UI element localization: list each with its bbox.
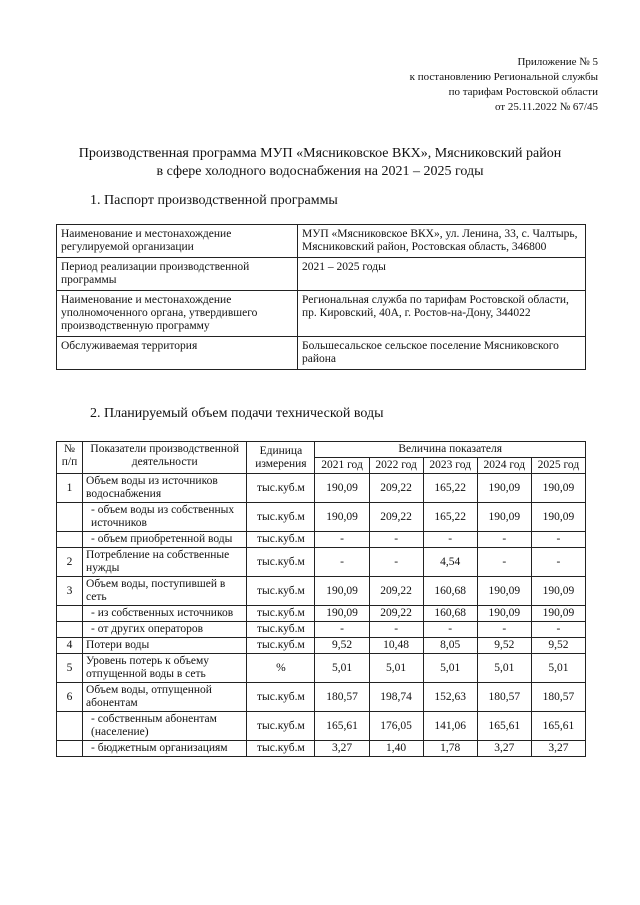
row-number: 5 xyxy=(57,654,83,683)
row-indicator: Объем воды из источников водоснабжения xyxy=(83,474,247,503)
row-value: 209,22 xyxy=(369,503,423,532)
passport-value: 2021 – 2025 годы xyxy=(298,258,586,291)
row-value: - xyxy=(531,532,585,548)
row-value: 141,06 xyxy=(423,712,477,741)
row-value: - xyxy=(477,622,531,638)
row-value: 190,09 xyxy=(315,577,369,606)
table-row xyxy=(57,532,586,548)
row-value: 190,09 xyxy=(531,474,585,503)
row-value: 160,68 xyxy=(423,577,477,606)
passport-label: Период реализации производственной программы xyxy=(57,258,298,291)
row-indicator: Потребление на собственные нужды xyxy=(83,548,247,577)
row-value: 190,09 xyxy=(315,606,369,622)
row-value: 9,52 xyxy=(315,638,369,654)
document-title xyxy=(30,145,610,181)
row-value: 4,54 xyxy=(423,548,477,577)
passport-value: Большесальское сельское поселение Мясниковского района xyxy=(298,337,586,370)
row-number: 2 xyxy=(57,548,83,577)
header-unit: Единица измерения xyxy=(247,442,315,474)
title-line: в сфере холодного водоснабжения на 2021 – 2025 годы xyxy=(156,164,484,179)
row-value: 3,27 xyxy=(477,741,531,757)
row-value: 190,09 xyxy=(315,474,369,503)
annex-block xyxy=(338,55,598,115)
row-value: 3,27 xyxy=(315,741,369,757)
table-row xyxy=(57,577,586,606)
row-unit: тыс.куб.м xyxy=(247,503,315,532)
row-indicator: Объем воды, отпущенной абонентам xyxy=(83,683,247,712)
table-row xyxy=(57,654,586,683)
row-value: 5,01 xyxy=(423,654,477,683)
row-value: - xyxy=(423,622,477,638)
row-value: - xyxy=(315,532,369,548)
row-unit: тыс.куб.м xyxy=(247,741,315,757)
table-row xyxy=(57,548,586,577)
row-value: 3,27 xyxy=(531,741,585,757)
table-row xyxy=(57,683,586,712)
annex-line: к постановлению Региональной службы xyxy=(409,71,598,83)
row-value: 165,61 xyxy=(531,712,585,741)
row-value: 190,09 xyxy=(477,503,531,532)
row-indicator: - объем воды из собственных источников xyxy=(83,503,247,532)
row-number: 1 xyxy=(57,474,83,503)
row-value: 180,57 xyxy=(477,683,531,712)
table-row xyxy=(57,503,586,532)
annex-line: от 25.11.2022 № 67/45 xyxy=(494,101,598,113)
row-value: - xyxy=(315,622,369,638)
row-value: - xyxy=(315,548,369,577)
table-row xyxy=(57,622,586,638)
table-row xyxy=(57,741,586,757)
table-row xyxy=(57,291,586,337)
row-value: 180,57 xyxy=(531,683,585,712)
row-value: 152,63 xyxy=(423,683,477,712)
row-value: - xyxy=(477,532,531,548)
row-indicator: - из собственных источников xyxy=(83,606,247,622)
row-value: 190,09 xyxy=(477,474,531,503)
row-number xyxy=(57,712,83,741)
annex-line: Приложение № 5 xyxy=(517,56,598,68)
row-value: - xyxy=(423,532,477,548)
passport-label: Наименование и местонахождение регулируемой организации xyxy=(57,225,298,258)
row-value: 165,61 xyxy=(477,712,531,741)
header-indicator: Показатели производственной деятельности xyxy=(83,442,247,474)
row-value: 190,09 xyxy=(477,577,531,606)
row-unit: тыс.куб.м xyxy=(247,712,315,741)
row-value: 165,61 xyxy=(315,712,369,741)
row-value: 165,22 xyxy=(423,474,477,503)
header-year: 2023 год xyxy=(423,458,477,474)
row-unit: тыс.куб.м xyxy=(247,606,315,622)
header-year: 2021 год xyxy=(315,458,369,474)
header-year: 2022 год xyxy=(369,458,423,474)
row-indicator: - бюджетным организациям xyxy=(83,741,247,757)
table-row xyxy=(57,337,586,370)
title-line: Производственная программа МУП «Мясниковское ВКХ», Мясниковский район xyxy=(78,146,562,161)
passport-value: МУП «Мясниковское ВКХ», ул. Ленина, 33, с. Чалтырь, Мясниковский район, Ростовская область, 346800 xyxy=(298,225,586,258)
table-row xyxy=(57,712,586,741)
row-value: - xyxy=(369,532,423,548)
row-number xyxy=(57,532,83,548)
row-value: 5,01 xyxy=(315,654,369,683)
row-value: 1,78 xyxy=(423,741,477,757)
row-unit: тыс.куб.м xyxy=(247,474,315,503)
table-row xyxy=(57,225,586,258)
header-value-group: Величина показателя xyxy=(315,442,586,458)
row-indicator: - от других операторов xyxy=(83,622,247,638)
row-unit: тыс.куб.м xyxy=(247,577,315,606)
row-indicator: Объем воды, поступившей в сеть xyxy=(83,577,247,606)
annex-line: по тарифам Ростовской области xyxy=(448,86,598,98)
section1-heading: 1. Паспорт производственной программы xyxy=(90,193,338,208)
row-number xyxy=(57,622,83,638)
table-row xyxy=(57,258,586,291)
volume-table xyxy=(56,441,586,757)
row-value: 9,52 xyxy=(477,638,531,654)
row-number: 6 xyxy=(57,683,83,712)
row-value: - xyxy=(531,622,585,638)
row-value: 5,01 xyxy=(477,654,531,683)
passport-value: Региональная служба по тарифам Ростовской области, пр. Кировский, 40А, г. Ростов-на-Дону, 344022 xyxy=(298,291,586,337)
header-year: 2024 год xyxy=(477,458,531,474)
row-value: 5,01 xyxy=(531,654,585,683)
table-row xyxy=(57,474,586,503)
row-value: - xyxy=(369,548,423,577)
row-number xyxy=(57,741,83,757)
row-value: 209,22 xyxy=(369,606,423,622)
row-unit: тыс.куб.м xyxy=(247,638,315,654)
row-unit: тыс.куб.м xyxy=(247,532,315,548)
row-value: - xyxy=(477,548,531,577)
table-row xyxy=(57,638,586,654)
row-value: 180,57 xyxy=(315,683,369,712)
row-unit: тыс.куб.м xyxy=(247,683,315,712)
row-number: 4 xyxy=(57,638,83,654)
row-value: 160,68 xyxy=(423,606,477,622)
row-indicator: Потери воды xyxy=(83,638,247,654)
row-value: 209,22 xyxy=(369,474,423,503)
table-row xyxy=(57,606,586,622)
row-number xyxy=(57,606,83,622)
row-unit: тыс.куб.м xyxy=(247,548,315,577)
row-value: 198,74 xyxy=(369,683,423,712)
row-unit: тыс.куб.м xyxy=(247,622,315,638)
row-number: 3 xyxy=(57,577,83,606)
row-value: 190,09 xyxy=(477,606,531,622)
section2-heading: 2. Планируемый объем подачи технической воды xyxy=(90,406,384,421)
row-value: 176,05 xyxy=(369,712,423,741)
row-indicator: - объем приобретенной воды xyxy=(83,532,247,548)
table-header-row xyxy=(57,442,586,458)
row-value: 190,09 xyxy=(315,503,369,532)
row-value: 9,52 xyxy=(531,638,585,654)
row-value: - xyxy=(369,622,423,638)
row-indicator: Уровень потерь к объему отпущенной воды в сеть xyxy=(83,654,247,683)
passport-label: Наименование и местонахождение уполномоченного органа, утвердившего производственную программу xyxy=(57,291,298,337)
passport-label: Обслуживаемая территория xyxy=(57,337,298,370)
passport-table xyxy=(56,224,586,370)
row-value: 10,48 xyxy=(369,638,423,654)
row-unit: % xyxy=(247,654,315,683)
row-value: 209,22 xyxy=(369,577,423,606)
header-num: № п/п xyxy=(57,442,83,474)
row-number xyxy=(57,503,83,532)
row-value: - xyxy=(531,548,585,577)
row-value: 165,22 xyxy=(423,503,477,532)
row-value: 8,05 xyxy=(423,638,477,654)
row-indicator: - собственным абонентам (население) xyxy=(83,712,247,741)
row-value: 190,09 xyxy=(531,577,585,606)
row-value: 1,40 xyxy=(369,741,423,757)
header-year: 2025 год xyxy=(531,458,585,474)
row-value: 5,01 xyxy=(369,654,423,683)
row-value: 190,09 xyxy=(531,503,585,532)
row-value: 190,09 xyxy=(531,606,585,622)
